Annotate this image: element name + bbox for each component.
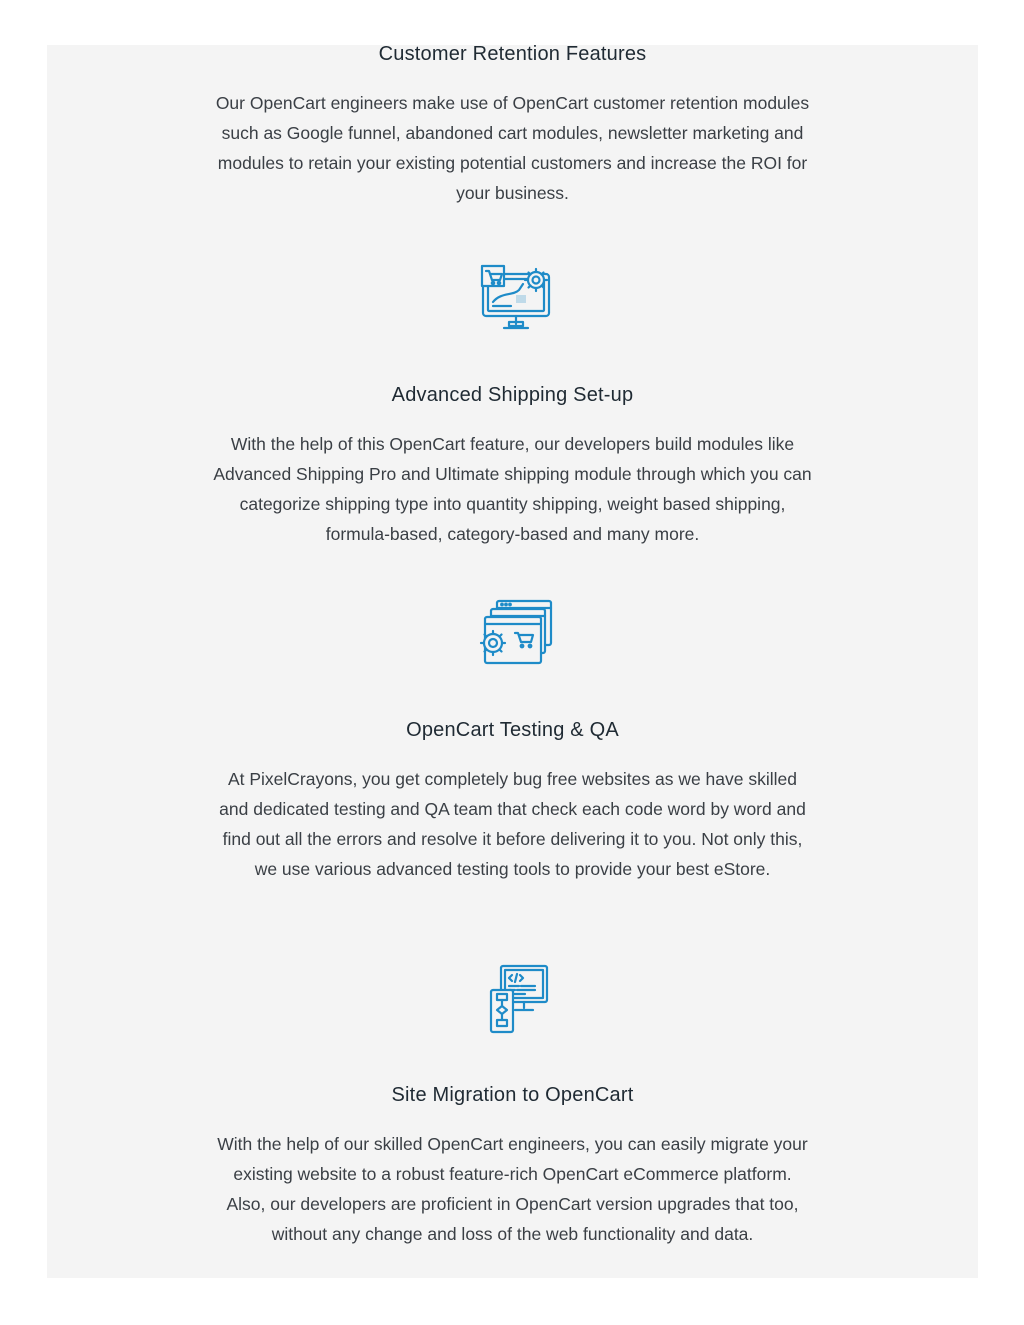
- browser-windows-cart-gear-icon: [463, 595, 563, 675]
- feature-description: Our OpenCart engineers make use of OpenCart customer retention modules such as Google funnel, abandoned cart modules, newsletter marketing and modules to retain your existing potential customers and increase the ROI for your business.: [215, 93, 810, 203]
- feature-advanced-shipping: [47, 260, 978, 549]
- feature-customer-retention: [47, 45, 978, 208]
- feature-description: At PixelCrayons, you get completely bug free websites as we have skilled and dedicated testing and QA team that check each code word by word and find out all the errors and resolve it before delivering it to you. Not only this, we use various advanced testing tools to provide your best eStore.: [219, 769, 806, 879]
- feature-title: Advanced Shipping Set-up: [391, 384, 634, 406]
- code-monitor-flowchart-icon: [463, 960, 563, 1040]
- feature-description: With the help of this OpenCart feature, our developers build modules like Advanced Shipping Pro and Ultimate shipping module through which you can categorize shipping type into quantity shipping, weight based shipping, formula-based, category-based and many more.: [213, 434, 812, 544]
- feature-testing-qa: [47, 595, 978, 884]
- features-panel: [47, 45, 978, 1278]
- feature-description: With the help of our skilled OpenCart engineers, you can easily migrate your existing website to a robust feature-rich OpenCart eCommerce platform. Also, our developers are proficient in OpenCart version upgrades that too, without any change and loss of the web functionality and data.: [217, 1134, 808, 1244]
- monitor-cart-gear-icon: [463, 260, 563, 340]
- feature-title: OpenCart Testing & QA: [406, 719, 619, 741]
- feature-site-migration: [47, 960, 978, 1249]
- feature-title: Customer Retention Features: [378, 45, 647, 65]
- feature-title: Site Migration to OpenCart: [391, 1084, 634, 1106]
